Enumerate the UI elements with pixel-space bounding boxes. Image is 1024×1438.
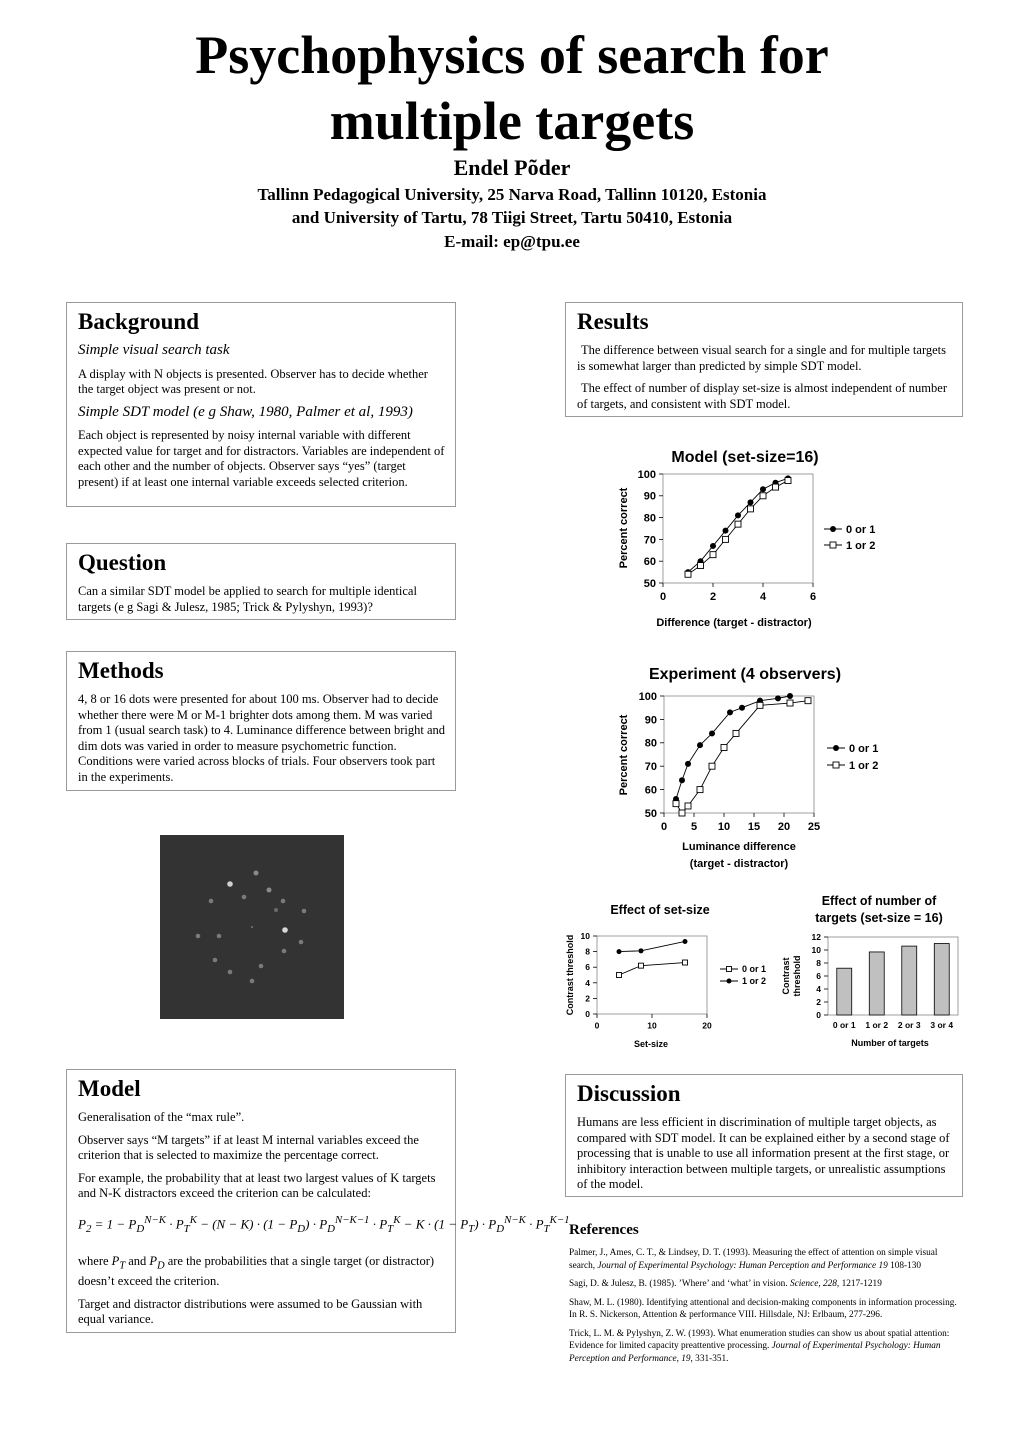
bar — [902, 946, 917, 1015]
data-point — [787, 700, 793, 706]
data-point — [639, 963, 644, 968]
data-point — [617, 949, 622, 954]
legend-label: 1 or 2 — [846, 539, 876, 552]
model-paragraph-1: Generalisation of the “max rule”. — [78, 1110, 245, 1124]
methods-paragraph: 4, 8 or 16 dots were presented for about 100 ms. Observer had to decide whether there were M or M-1 brighter dots among them. M was varied from 1 (usual search task) to 4. Luminance difference between bright and dim dots was varied in order to measure psychometric function. Conditions were varied across blocks of trials. Four observers took part in the experiments. — [78, 692, 445, 784]
data-point — [709, 730, 715, 736]
affiliation-1: Tallinn Pedagogical University, 25 Narva Road, Tallinn 10120, Estonia — [257, 185, 767, 204]
data-point — [775, 695, 781, 701]
targets-chart-ylabel-1: Contrast — [781, 957, 791, 995]
data-point — [698, 563, 704, 569]
plot-area — [663, 474, 813, 583]
model-chart-xlabel: Difference (target - distractor) — [656, 617, 812, 629]
data-point — [685, 761, 691, 767]
data-point — [727, 709, 733, 715]
data-point — [685, 571, 691, 577]
data-point — [697, 787, 703, 793]
x-tick-label: 6 — [809, 591, 817, 603]
data-point — [673, 801, 679, 807]
x-tick-label: 20 — [702, 1020, 712, 1031]
reference-item: Trick, L. M. & Pylyshyn, Z. W. (1993). What enumeration studies can show us about spatial attention: Evidence for limited capacity preattentive processing. Journal of Experimental Psychology: Human Perception and Performance, 19, 331-351. — [569, 1328, 950, 1364]
discussion-section — [565, 1074, 963, 1197]
data-point — [723, 528, 729, 534]
plot-area — [664, 696, 814, 813]
experiment-chart-title: Experiment (4 observers) — [648, 666, 842, 683]
setsize-chart-title: Effect of set-size — [610, 903, 710, 917]
data-point — [757, 702, 763, 708]
affiliation-2: and University of Tartu, 78 Tiigi Street, Tartu 50410, Estonia — [291, 208, 733, 227]
data-point — [739, 705, 745, 711]
question-heading: Question — [78, 550, 167, 575]
data-point — [683, 960, 688, 965]
background-subheading-1: Simple visual search task — [78, 342, 230, 358]
y-tick-label: 4 — [585, 977, 590, 988]
x-tick-label: 2 — [709, 591, 717, 603]
setsize-chart — [562, 895, 772, 1055]
data-point — [617, 973, 622, 978]
y-tick-label: 2 — [585, 993, 590, 1004]
model-chart — [600, 440, 900, 635]
targets-chart — [778, 890, 968, 1055]
x-tick-label: 25 — [807, 821, 821, 833]
data-point — [679, 810, 685, 816]
y-tick-label: 100 — [637, 468, 656, 481]
model-section — [66, 1069, 570, 1333]
legend-label: 0 or 1 — [742, 964, 767, 975]
data-point — [709, 763, 715, 769]
y-tick-label: 0 — [816, 1010, 821, 1020]
legend-marker — [833, 762, 839, 768]
y-tick-label: 90 — [643, 490, 656, 503]
x-tick-label: 20 — [777, 821, 791, 833]
y-tick-label: 2 — [816, 997, 821, 1007]
title-line-1: Psychophysics of search for — [195, 25, 829, 85]
model-paragraph-2: Observer says “M targets” if at least M internal variables exceed the criterion that is selected to maximize the percentage correct. — [78, 1132, 419, 1162]
model-chart-ylabel: Percent correct — [618, 487, 630, 569]
y-tick-label: 12 — [811, 932, 821, 942]
model-chart-title: Model (set-size=16) — [671, 449, 819, 466]
targets-chart-title-1: Effect of number of — [821, 894, 937, 908]
data-point — [760, 493, 766, 499]
plot-area — [597, 936, 707, 1014]
targets-chart-xlabel: Number of targets — [851, 1038, 929, 1048]
x-tick-label: 0 — [660, 821, 668, 833]
setsize-chart-xlabel: Set-size — [633, 1039, 669, 1049]
bar — [934, 944, 949, 1016]
legend-marker — [830, 542, 836, 548]
data-point — [785, 478, 791, 484]
bar — [837, 968, 852, 1015]
question-paragraph: Can a similar SDT model be applied to search for multiple identical targets (e g Sagi & Julesz, 1985; Trick & Pylyshyn, 1993)? — [78, 584, 417, 614]
title-line-2: multiple targets — [329, 91, 695, 151]
data-point — [773, 484, 779, 490]
experiment-chart-ylabel: Percent correct — [618, 714, 630, 796]
legend-label: 1 or 2 — [742, 976, 767, 987]
series-line — [619, 941, 685, 951]
data-point — [723, 536, 729, 542]
legend-label: 1 or 2 — [849, 759, 879, 772]
data-point — [685, 803, 691, 809]
references-section — [569, 1222, 961, 1371]
y-tick-label: 70 — [643, 534, 656, 547]
y-tick-label: 8 — [585, 946, 590, 957]
model-heading: Model — [78, 1076, 141, 1101]
y-tick-label: 0 — [585, 1008, 590, 1019]
x-tick-label: 0 — [594, 1020, 600, 1031]
results-heading: Results — [577, 309, 649, 334]
background-heading: Background — [78, 309, 200, 334]
background-section — [66, 302, 456, 507]
legend-marker — [727, 979, 732, 984]
model-paragraph-4: where $P_T$ and $P_D$ are the probabilities that a single target (or distractor) doesn’t exceed the criterion. — [78, 1254, 435, 1289]
data-point — [735, 512, 741, 518]
x-tick-label: 2 or 3 — [897, 1020, 921, 1030]
y-tick-label: 100 — [638, 690, 657, 703]
results-section — [565, 302, 963, 417]
reference-item: Palmer, J., Ames, C. T., & Lindsey, D. T. (1993). Measuring the effect of attention on simple visual search, Journal of Experimental Psychology: Human Perception and Performance 19 108-130 — [569, 1248, 938, 1271]
y-tick-label: 80 — [643, 512, 656, 525]
stimulus-display-image — [160, 835, 344, 1019]
data-point — [733, 730, 739, 736]
model-formula: $P_2 = 1 - P_D^{N-K} \cdot P_T^K - (N - K) \cdot (1 - P_D) \cdot P_D^{N-K-1} \cdot P_T^K - K \cdot (1 - P_T) \cdot P_D^{N-K} \cdot P_T^{K-1}$ — [78, 1213, 570, 1235]
legend-marker — [727, 967, 732, 972]
data-point — [710, 552, 716, 558]
setsize-chart-ylabel: Contrast threshold — [565, 934, 575, 1016]
background-paragraph-2: Each object is represented by noisy internal variable with different expected value for target and for distractors. Variables are independent of each other and the number of objects. Observer says “yes” (target present) if at least one internal variable exceeds selected criterion. — [78, 428, 445, 489]
data-point — [639, 948, 644, 953]
discussion-paragraph: Humans are less efficient in discrimination of multiple target objects, as compared with SDT model. It can be explained either by a second stage of processing that is unable to use all information present at the first stage, or inhibitory interaction between multiple targets, or unrealistic assumptions of the model. — [577, 1115, 950, 1191]
y-tick-label: 60 — [643, 556, 656, 569]
data-point — [787, 693, 793, 699]
legend-label: 0 or 1 — [846, 523, 876, 536]
y-tick-label: 50 — [643, 577, 656, 590]
data-point — [805, 698, 811, 704]
y-tick-label: 90 — [644, 714, 657, 727]
y-tick-label: 10 — [580, 930, 590, 941]
x-tick-label: 1 or 2 — [865, 1020, 889, 1030]
poster-title — [0, 22, 1024, 154]
y-tick-label: 70 — [644, 761, 657, 774]
methods-heading: Methods — [78, 658, 164, 683]
reference-item: Shaw, M. L. (1980). Identifying attentional and decision-making components in information processing. In R. S. Nickerson, Attention & performance VIII. Hillsdale, NJ: Erlbaum, 277-296. — [569, 1297, 957, 1320]
model-paragraph-3: For example, the probability that at least two largest values of K targets and N-K distractors exceed the criterion can be calculated: — [78, 1170, 436, 1200]
x-tick-label: 10 — [717, 821, 731, 833]
series-line — [676, 696, 790, 799]
y-tick-label: 6 — [816, 971, 821, 981]
question-section — [66, 543, 456, 620]
author: Endel Põder — [453, 155, 571, 180]
x-tick-label: 5 — [690, 821, 698, 833]
model-paragraph-5: Target and distractor distributions were assumed to be Gaussian with equal variance. — [78, 1296, 423, 1327]
y-tick-label: 50 — [644, 807, 657, 820]
y-tick-label: 8 — [816, 958, 821, 968]
y-tick-label: 60 — [644, 784, 657, 797]
series-line — [619, 963, 685, 975]
x-tick-label: 10 — [647, 1020, 657, 1031]
reference-item: Sagi, D. & Julesz, B. (1985). ’Where’ and ‘what’ in vision. Science, 228, 1217-1219 — [569, 1279, 882, 1289]
y-tick-label: 80 — [644, 737, 657, 750]
x-tick-label: 0 — [659, 591, 667, 603]
data-point — [679, 777, 685, 783]
data-point — [721, 744, 727, 750]
data-point — [760, 486, 766, 492]
bar — [869, 952, 884, 1015]
discussion-heading: Discussion — [577, 1081, 681, 1106]
methods-section — [66, 651, 456, 791]
y-tick-label: 4 — [816, 984, 821, 994]
experiment-chart — [600, 660, 900, 875]
data-point — [697, 742, 703, 748]
experiment-chart-xlabel-2: (target - distractor) — [689, 858, 789, 870]
experiment-chart-xlabel-1: Luminance difference — [682, 841, 796, 853]
x-tick-label: 3 or 4 — [930, 1020, 954, 1030]
background-paragraph-1: A display with N objects is presented. Observer has to decide whether the target object was present or not. — [78, 366, 428, 396]
background-subheading-2: Simple SDT model (e g Shaw, 1980, Palmer et al, 1993) — [78, 403, 413, 420]
data-point — [735, 521, 741, 527]
targets-chart-title-2: targets (set-size = 16) — [815, 911, 943, 925]
legend-marker — [833, 745, 839, 751]
results-paragraph-1: The difference between visual search for a single and for multiple targets is somewhat larger than predicted by simple SDT model. — [577, 343, 947, 373]
x-tick-label: 0 or 1 — [832, 1020, 856, 1030]
targets-chart-ylabel-2: threshold — [792, 955, 802, 997]
results-paragraph-2: The effect of number of display set-size is almost independent of number of targets, and consistent with SDT model. — [577, 381, 947, 411]
x-tick-label: 15 — [747, 821, 761, 833]
x-tick-label: 4 — [759, 591, 767, 603]
y-tick-label: 6 — [585, 962, 590, 973]
legend-marker — [830, 526, 836, 532]
data-point — [683, 939, 688, 944]
email: E-mail: ep@tpu.ee — [444, 232, 580, 251]
data-point — [748, 499, 754, 505]
data-point — [710, 543, 716, 549]
y-tick-label: 10 — [811, 945, 821, 955]
legend-label: 0 or 1 — [849, 742, 879, 755]
series-line — [676, 701, 808, 813]
references-heading: References — [569, 1222, 639, 1238]
data-point — [748, 506, 754, 512]
